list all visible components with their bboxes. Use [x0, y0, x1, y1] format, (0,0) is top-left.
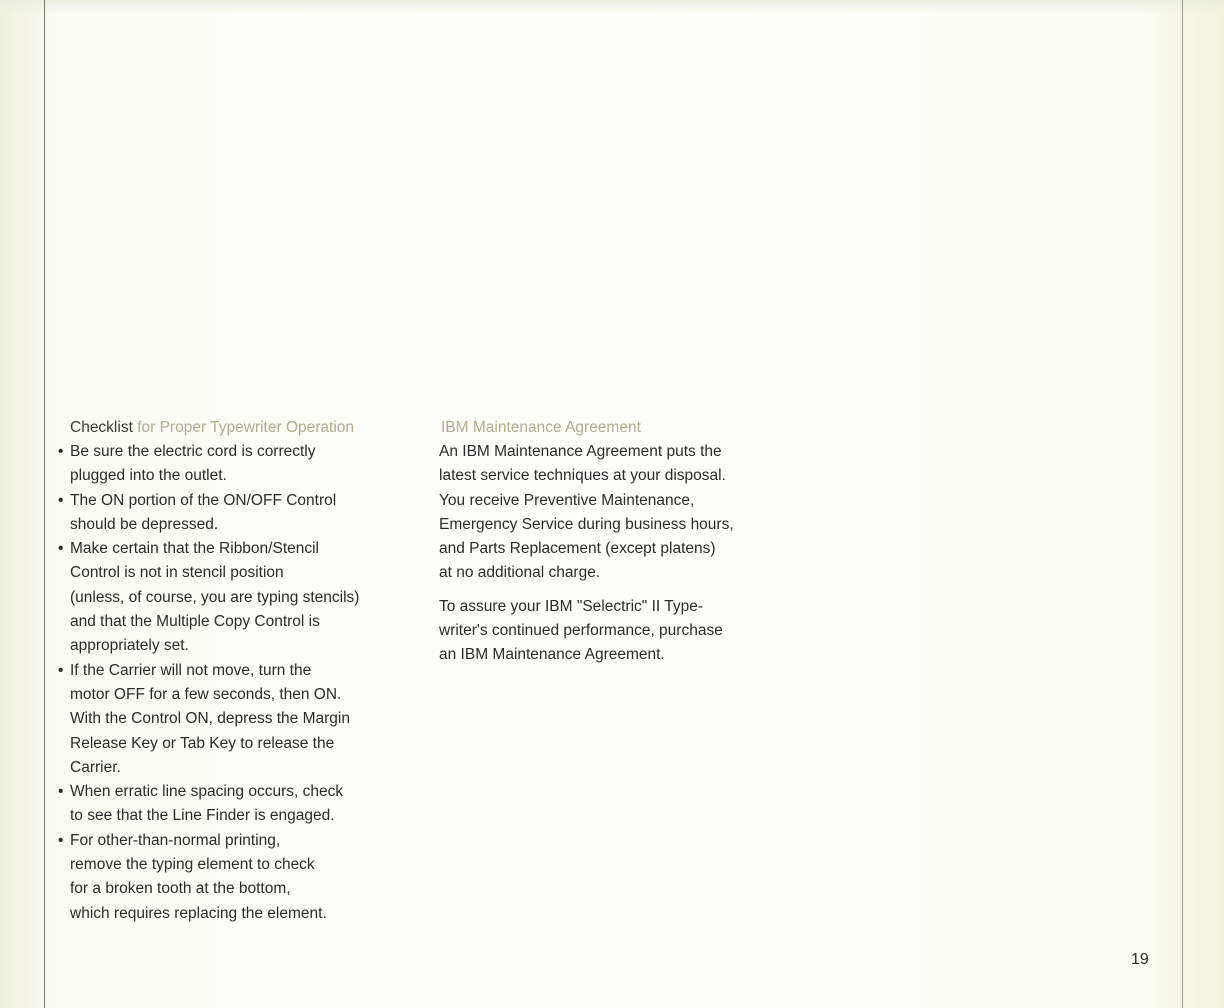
checklist-item-text: If the Carrier will not move, turn the motor OFF for a few seconds, then ON. With the Control ON, depress the Margin Release Key or Tab Key to release the Carrier. — [70, 661, 350, 776]
left-margin-rule — [44, 0, 45, 1008]
checklist-item-text: Be sure the electric cord is correctly plugged into the outlet. — [70, 443, 316, 485]
checklist-items — [58, 440, 428, 926]
bullet-icon: • — [58, 491, 64, 509]
checklist-item-text: For other-than-normal printing, remove the typing element to check for a broken tooth at the bottom, which requires replacing the element. — [70, 831, 327, 922]
checklist-item-text: Make certain that the Ribbon/Stencil Control is not in stencil position (unless, of course, you are typing stencils) and that the Multiple Copy Control is appropriately set. — [70, 540, 360, 655]
page-number: 19 — [1131, 951, 1149, 968]
checklist-item — [58, 829, 428, 926]
bullet-icon: • — [58, 783, 64, 801]
checklist-heading-rest: for Proper Typewriter Operation — [137, 419, 355, 436]
maintenance-paragraph: To assure your IBM "Selectric" II Type- writer's continued performance, purchase an IBM Maintenance Agreement. — [439, 597, 723, 664]
checklist-item — [58, 659, 428, 780]
bullet-icon: • — [58, 443, 64, 460]
maintenance-paragraph: An IBM Maintenance Agreement puts the latest service techniques at your disposal. You receive Preventive Maintenance, Emergency Service during business hours, and Parts Replacement (except platens) at no additional charge. — [439, 443, 734, 582]
bullet-icon: • — [58, 661, 64, 679]
checklist-heading — [58, 416, 428, 440]
checklist-heading-lead: Checklist — [70, 419, 133, 436]
checklist-item — [58, 537, 428, 658]
page-top-edge — [0, 0, 1224, 14]
checklist-item-text: The ON portion of the ON/OFF Control should be depressed. — [70, 491, 337, 533]
maintenance-heading-text: IBM Maintenance Agreement — [441, 419, 641, 436]
checklist-item-text: When erratic line spacing occurs, check to see that the Line Finder is engaged. — [70, 783, 344, 825]
checklist-item — [58, 440, 428, 489]
bullet-icon: • — [58, 831, 64, 849]
checklist-item — [58, 780, 428, 829]
right-margin-rule — [1182, 0, 1183, 1008]
maintenance-section — [439, 416, 799, 668]
checklist-item — [58, 489, 428, 538]
checklist-section — [58, 416, 428, 926]
bullet-icon: • — [58, 540, 64, 558]
maintenance-heading — [439, 416, 799, 440]
